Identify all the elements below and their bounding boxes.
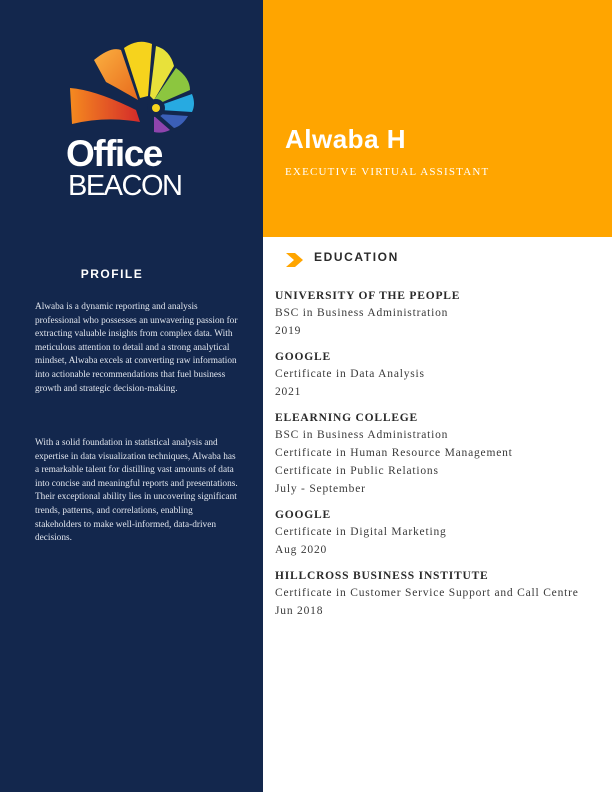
institution-name: GOOGLE — [275, 351, 331, 363]
beacon-spiral-icon — [66, 38, 202, 134]
institution-name: UNIVERSITY OF THE PEOPLE — [275, 290, 461, 302]
date: July - September — [275, 483, 366, 495]
degree: Certificate in Customer Service Support and Call Centre — [275, 587, 579, 599]
education-entry — [275, 349, 605, 401]
date: 2021 — [275, 386, 302, 398]
education-heading: EDUCATION — [314, 250, 399, 264]
degree: BSC in Business Administration — [275, 307, 449, 319]
date: 2019 — [275, 325, 302, 337]
profile-paragraph: Alwaba is a dynamic reporting and analysis professional who possesses an unwavering passion for extracting valuable insights from complex data. With meticulous attention to detail and a strong analytical mindset, Alwaba excels at converting raw information into actionable recommendations that fuel business growth and strategic decision-making. — [35, 302, 238, 394]
sidebar — [0, 0, 263, 792]
education-entry — [275, 568, 605, 620]
education-list — [275, 288, 605, 629]
education-entry — [275, 288, 605, 340]
office-beacon-logo — [66, 38, 202, 202]
job-title: EXECUTIVE VIRTUAL ASSISTANT — [285, 166, 490, 178]
education-entry — [275, 507, 605, 559]
profile-paragraph: With a solid foundation in statistical analysis and expertise in data visualization techniques, Alwaba has a remarkable talent for distilling vast amounts of data into concise and meaningful reports and presentations. Their exceptional ability lies in uncovering significant trends, patterns, and correlations, enabling stakeholders to make well-informed, data-driven decisions. — [35, 438, 238, 544]
logo-wordmark-office: Office — [66, 133, 162, 174]
date: Jun 2018 — [275, 605, 324, 617]
profile-heading: PROFILE — [80, 267, 144, 281]
chevron-right-icon — [286, 253, 304, 267]
logo-wordmark-beacon: BEACON — [68, 170, 182, 202]
date: Aug 2020 — [275, 544, 328, 556]
education-entry — [275, 410, 605, 498]
degree: Certificate in Data Analysis — [275, 368, 425, 380]
institution-name: HILLCROSS BUSINESS INSTITUTE — [275, 570, 489, 582]
degree: Certificate in Human Resource Management — [275, 447, 513, 459]
institution-name: ELEARNING COLLEGE — [275, 412, 419, 424]
degree: BSC in Business Administration — [275, 429, 449, 441]
degree: Certificate in Public Relations — [275, 465, 439, 477]
institution-name: GOOGLE — [275, 509, 331, 521]
degree: Certificate in Digital Marketing — [275, 526, 447, 538]
candidate-name: Alwaba H — [285, 124, 407, 154]
header-banner — [263, 0, 612, 237]
